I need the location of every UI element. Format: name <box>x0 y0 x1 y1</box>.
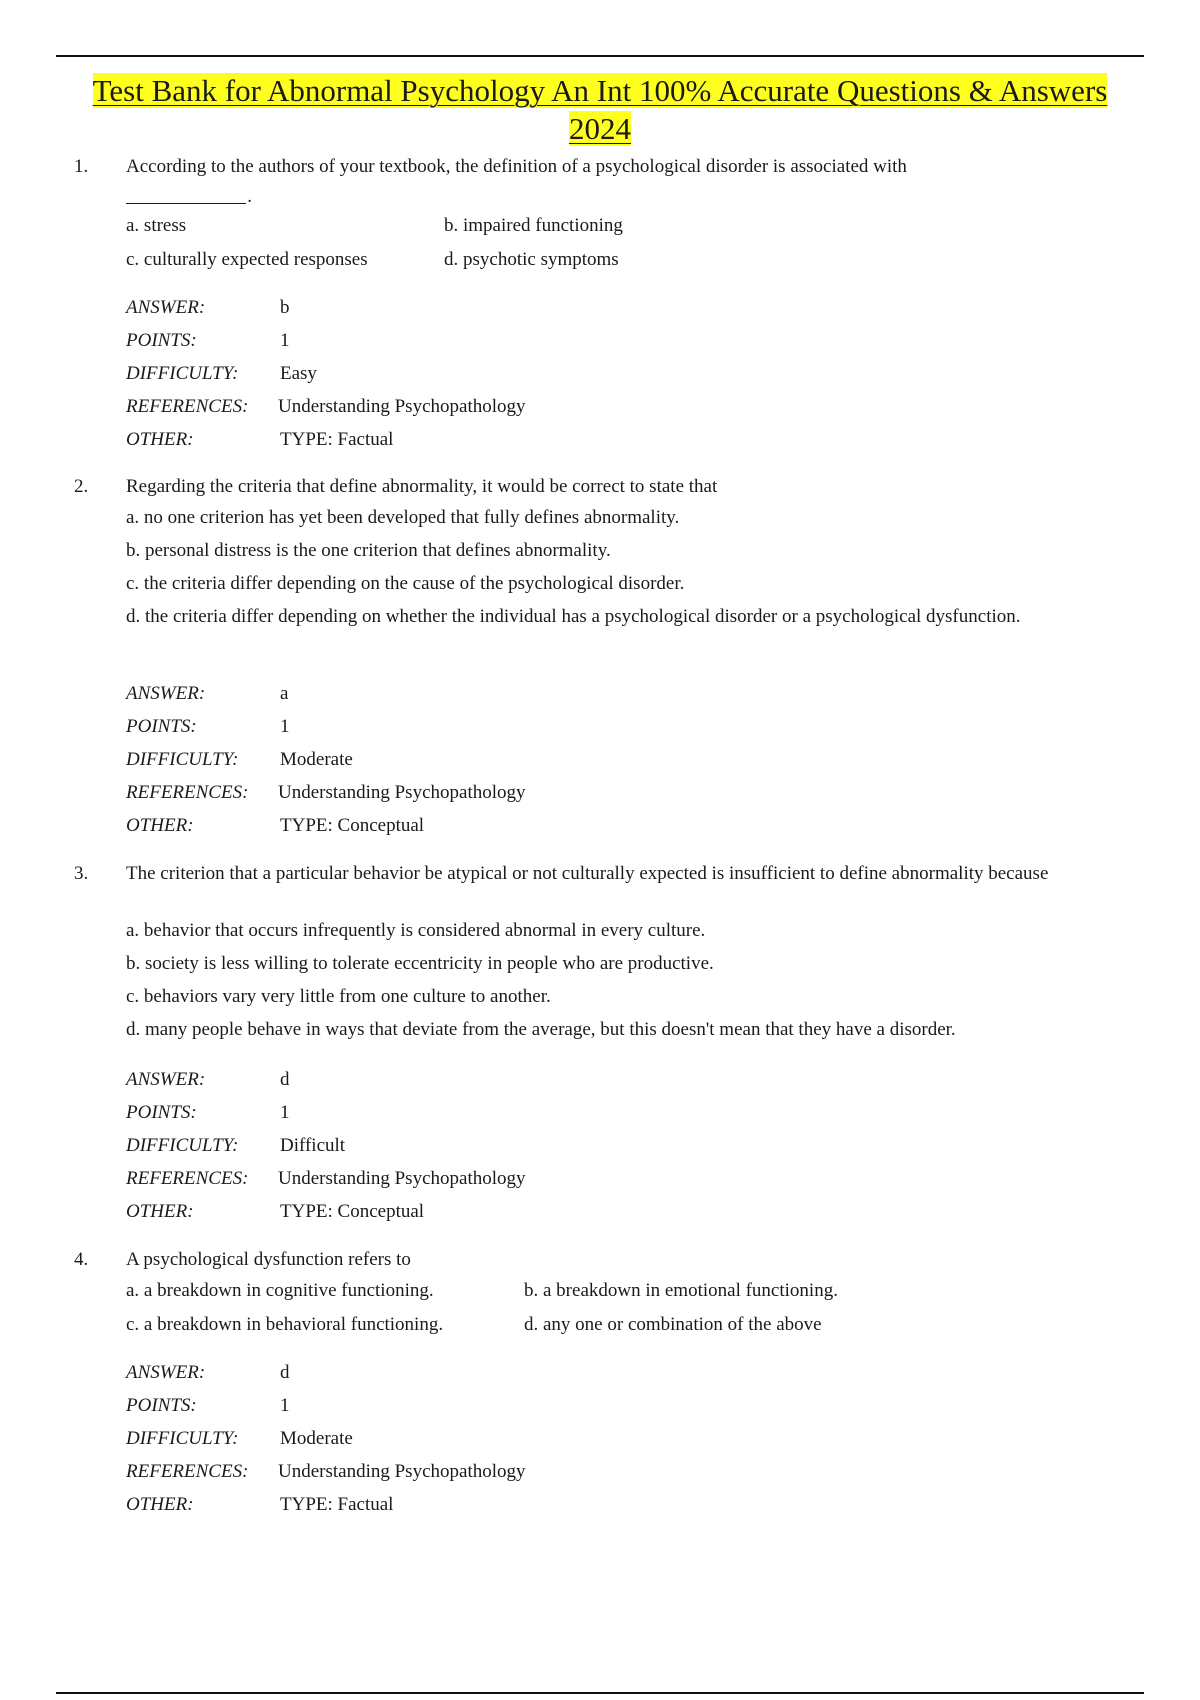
difficulty-value: Difficult <box>280 1135 346 1156</box>
option-b: b. society is less willing to tolerate eccentricity in people who are productive. <box>126 953 714 974</box>
references-value: Understanding Psychopathology <box>278 1461 526 1482</box>
question-3-meta: ANSWER: d POINTS: 1 DIFFICULTY: Difficult REFERENCES: Understanding Psychopathology OTHER: TYPE: Conceptual <box>126 1063 526 1228</box>
option-c: c. a breakdown in behavioral functioning. <box>126 1314 444 1335</box>
references-value: Understanding Psychopathology <box>278 782 526 803</box>
question-1 <box>74 153 1110 207</box>
question-1-meta: ANSWER: b POINTS: 1 DIFFICULTY: Easy REFERENCES: Understanding Psychopathology OTHER: TYPE: Factual <box>126 291 526 456</box>
answer-value: d <box>280 1069 290 1090</box>
difficulty-value: Easy <box>280 363 317 384</box>
other-value: TYPE: Factual <box>280 1494 394 1515</box>
answer-value: a <box>280 683 289 704</box>
answer-value: b <box>280 297 290 318</box>
other-value: TYPE: Factual <box>280 429 394 450</box>
title-line-1: Test Bank for Abnormal Psychology An Int 100% Accurate Questions & Answers <box>92 73 1108 108</box>
question-2-stem: 2. Regarding the criteria that define abnormality, it would be correct to state that <box>74 476 718 497</box>
option-c: c. the criteria differ depending on the cause of the psychological disorder. <box>126 573 685 594</box>
points-value: 1 <box>280 1102 290 1123</box>
other-value: TYPE: Conceptual <box>280 815 425 836</box>
option-d: d. any one or combination of the above <box>524 1314 822 1335</box>
question-2-options <box>126 505 1046 637</box>
question-2-meta: ANSWER: a POINTS: 1 DIFFICULTY: Moderate REFERENCES: Understanding Psychopathology OTHER: TYPE: Conceptual <box>126 677 526 842</box>
option-a: a. a breakdown in cognitive functioning. <box>126 1280 434 1301</box>
question-2 <box>74 473 1110 501</box>
option-c: c. culturally expected responses <box>126 249 368 270</box>
question-1-options <box>126 209 623 277</box>
option-a: a. stress <box>126 215 187 236</box>
points-value: 1 <box>280 716 290 737</box>
option-b: b. impaired functioning <box>444 215 623 236</box>
question-4-meta: ANSWER: d POINTS: 1 DIFFICULTY: Moderate REFERENCES: Understanding Psychopathology OTHER: TYPE: Factual <box>126 1356 526 1521</box>
question-4 <box>74 1246 1110 1274</box>
references-value: Understanding Psychopathology <box>278 1168 526 1189</box>
option-d: d. psychotic symptoms <box>444 249 619 270</box>
option-b: b. personal distress is the one criterion that defines abnormality. <box>126 540 611 561</box>
bottom-rule <box>56 1692 1144 1694</box>
question-4-options <box>126 1274 838 1342</box>
references-value: Understanding Psychopathology <box>278 396 526 417</box>
answer-value: d <box>280 1362 290 1383</box>
answer-blank: . <box>126 181 246 204</box>
points-value: 1 <box>280 330 290 351</box>
question-3-options <box>126 918 1046 1050</box>
option-b: b. a breakdown in emotional functioning. <box>524 1280 838 1301</box>
option-d: d. many people behave in ways that deviate from the average, but this doesn't mean that they have a disorder. <box>126 1019 956 1040</box>
other-value: TYPE: Conceptual <box>280 1201 425 1222</box>
top-rule <box>56 55 1144 57</box>
option-a: a. no one criterion has yet been developed that fully defines abnormality. <box>126 507 680 528</box>
option-a: a. behavior that occurs infrequently is considered abnormal in every culture. <box>126 920 706 941</box>
difficulty-value: Moderate <box>280 749 353 770</box>
question-1-stem: 1. According to the authors of your textbook, the definition of a psychological disorder is associated with <box>74 156 907 177</box>
points-value: 1 <box>280 1395 290 1416</box>
question-4-stem: 4. A psychological dysfunction refers to <box>74 1249 411 1270</box>
question-3-stem: 3. The criterion that a particular behavior be atypical or not culturally expected is insufficient to define abnormality because <box>74 863 1049 884</box>
document-title <box>56 72 1144 148</box>
question-3 <box>74 860 1110 888</box>
difficulty-value: Moderate <box>280 1428 353 1449</box>
title-line-2: 2024 <box>569 111 631 146</box>
option-d: d. the criteria differ depending on whether the individual has a psychological disorder or a psychological dysfunction. <box>126 606 1021 627</box>
option-c: c. behaviors vary very little from one culture to another. <box>126 986 551 1007</box>
